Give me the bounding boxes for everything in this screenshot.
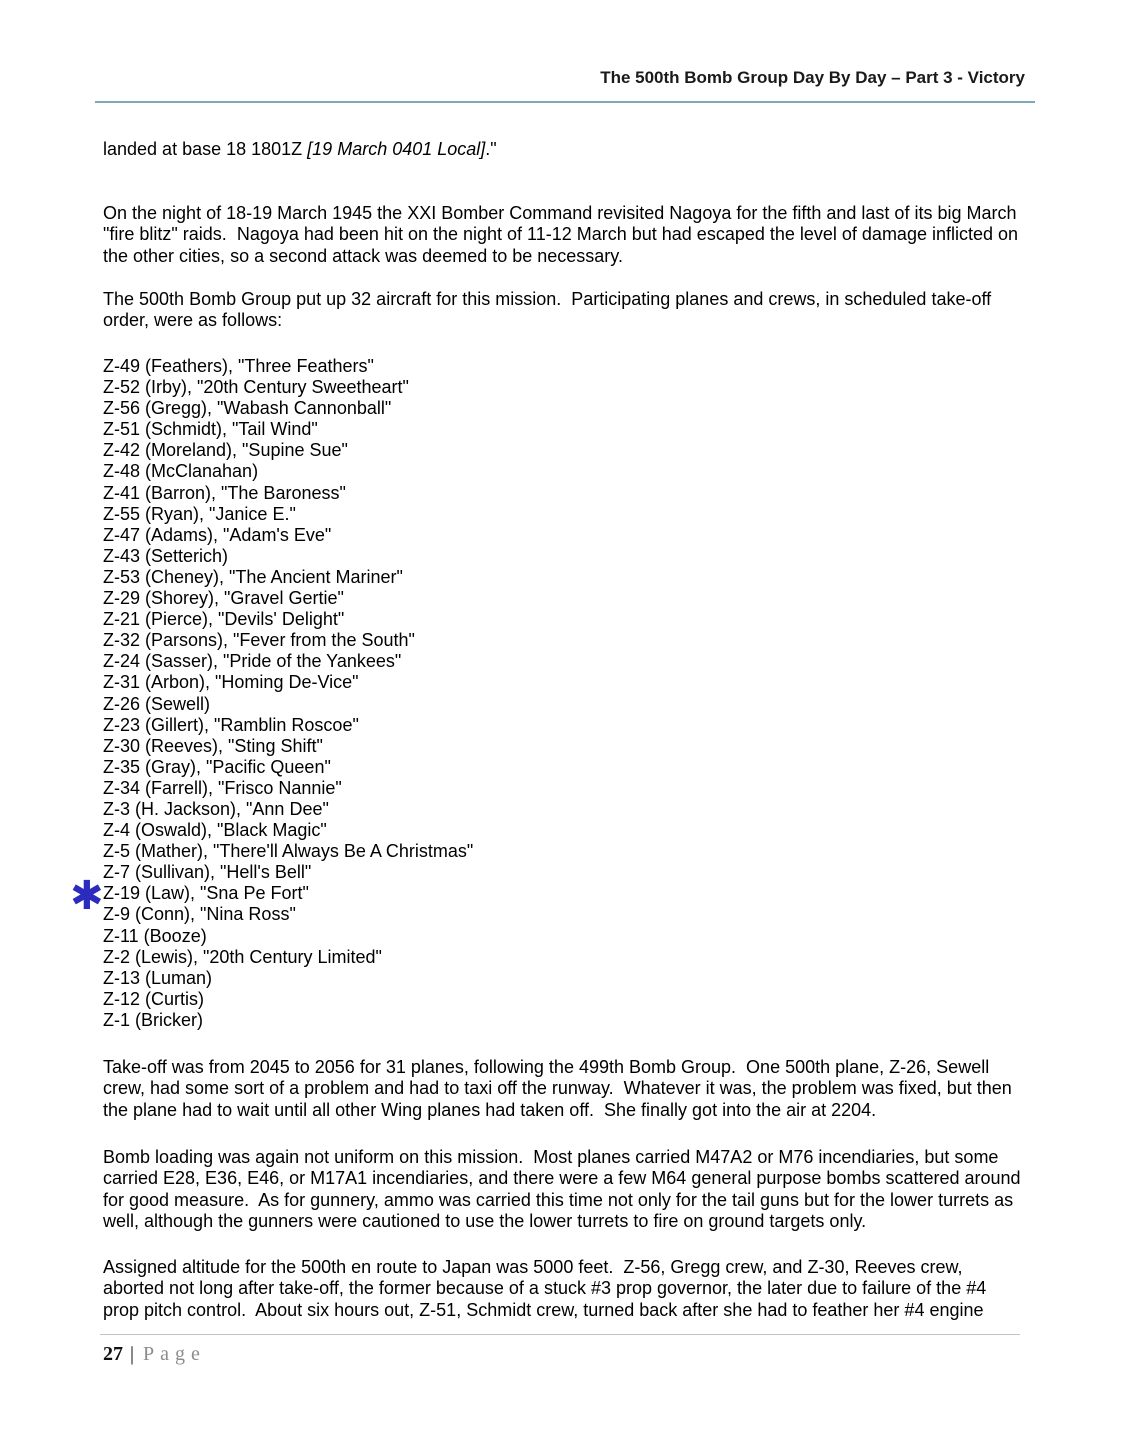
- roster-line: [103, 947, 1023, 968]
- roster-line: [103, 630, 1023, 651]
- page-footer: [103, 1341, 206, 1367]
- roster-text: Z-7 (Sullivan), "Hell's Bell": [103, 862, 312, 883]
- roster-line: [103, 736, 1023, 757]
- paragraph-mission-intro: The 500th Bomb Group put up 32 aircraft for this mission. Participating planes and crews, in scheduled take-off order, were as follows:: [103, 289, 997, 331]
- header-rule: [95, 101, 1035, 103]
- roster-line: [103, 862, 1023, 883]
- roster-text: Z-31 (Arbon), "Homing De-Vice": [103, 672, 359, 693]
- roster-text: Z-30 (Reeves), "Sting Shift": [103, 735, 323, 756]
- roster-text: Z-12 (Curtis): [103, 988, 205, 1009]
- roster-text: Z-9 (Conn), "Nina Ross": [103, 904, 296, 925]
- roster-text: Z-48 (McClanahan): [103, 461, 259, 482]
- roster-text: Z-32 (Parsons), "Fever from the South": [103, 630, 415, 651]
- roster-text: Z-53 (Cheney), "The Ancient Mariner": [103, 566, 403, 587]
- roster-line: [103, 968, 1023, 989]
- roster-line: [103, 483, 1023, 504]
- roster-text: Z-23 (Gillert), "Ramblin Roscoe": [103, 714, 359, 735]
- roster-text: Z-11 (Booze): [103, 925, 207, 946]
- roster-line: [103, 461, 1023, 482]
- roster-text: Z-29 (Shorey), "Gravel Gertie": [103, 588, 344, 609]
- paragraph-nagoya-raid: On the night of 18-19 March 1945 the XXI Bomber Command revisited Nagoya for the fifth and last of its big March "fire blitz" raids. Nagoya had been hit on the night of 11-12 March but had escaped the level of damage inflicted on the other cities, so a second attack was deemed to be necessary.: [103, 203, 1024, 266]
- roster-line: [103, 419, 1023, 440]
- roster-line: [103, 1010, 1023, 1031]
- roster-line: [103, 820, 1023, 841]
- roster-line: [103, 398, 1023, 419]
- roster-text: Z-52 (Irby), "20th Century Sweetheart": [103, 377, 409, 398]
- roster-line: [103, 715, 1023, 736]
- roster-text: Z-35 (Gray), "Pacific Queen": [103, 756, 331, 777]
- carryover-prefix: landed at base 18 1801Z: [103, 139, 308, 159]
- roster-text: Z-24 (Sasser), "Pride of the Yankees": [103, 651, 402, 672]
- paragraph-bomb-loading: Bomb loading was again not uniform on this mission. Most planes carried M47A2 or M76 incendiaries, but some carried E28, E36, E46, or M17A1 incendiaries, and there were a few M64 general purpose bombs scattered around for good measure. As for gunnery, ammo was carried this time not only for the tail guns but for the lower turrets as well, although the gunners were cautioned to use the lower turrets to fire on ground targets only.: [103, 1147, 1026, 1232]
- roster-line: [103, 377, 1023, 398]
- roster-text: Z-47 (Adams), "Adam's Eve": [103, 524, 332, 545]
- roster-line: [103, 904, 1023, 925]
- roster-text: Z-2 (Lewis), "20th Century Limited": [103, 946, 382, 967]
- roster-text: Z-42 (Moreland), "Supine Sue": [103, 440, 348, 461]
- paragraph-takeoff: Take-off was from 2045 to 2056 for 31 planes, following the 499th Bomb Group. One 500th plane, Z-26, Sewell crew, had some sort of a problem and had to taxi off the runway. Whatever it was, the problem was fixed, but then the plane had to wait until all other Wing planes had taken off. She finally got into the air at 2204.: [103, 1057, 1017, 1120]
- roster-line: [103, 588, 1023, 609]
- roster-text: Z-3 (H. Jackson), "Ann Dee": [103, 798, 329, 819]
- roster-line: [103, 757, 1023, 778]
- roster-text: Z-34 (Farrell), "Frisco Nannie": [103, 777, 342, 798]
- footer-separator: |: [130, 1343, 135, 1365]
- roster-text: Z-5 (Mather), "There'll Always Be A Christmas": [103, 841, 474, 862]
- roster-line: [103, 609, 1023, 630]
- roster-text: Z-41 (Barron), "The Baroness": [103, 482, 346, 503]
- roster-text: Z-49 (Feathers), "Three Feathers": [103, 356, 374, 376]
- roster-text: Z-55 (Ryan), "Janice E.": [103, 503, 296, 524]
- page-header: [600, 67, 1025, 88]
- roster-line: [103, 440, 1023, 461]
- roster-text: Z-56 (Gregg), "Wabash Cannonball": [103, 398, 392, 419]
- roster-text: Z-43 (Setterich): [103, 545, 229, 566]
- footer-rule: [100, 1334, 1020, 1335]
- roster-text: Z-13 (Luman): [103, 967, 213, 988]
- roster-line: [103, 778, 1023, 799]
- roster-text: Z-4 (Oswald), "Black Magic": [103, 820, 327, 841]
- roster-line: [103, 694, 1023, 715]
- page-number: 27: [103, 1343, 123, 1365]
- roster-text: Z-1 (Bricker): [103, 1009, 203, 1030]
- roster-line: [103, 672, 1023, 693]
- roster-text: Z-51 (Schmidt), "Tail Wind": [103, 419, 318, 440]
- roster-line: [103, 841, 1023, 862]
- roster-line: [103, 525, 1023, 546]
- roster-line: [103, 546, 1023, 567]
- carryover-suffix: .": [485, 139, 497, 159]
- roster-text: Z-19 (Law), "Sna Pe Fort": [103, 883, 309, 904]
- roster-text: Z-21 (Pierce), "Devils' Delight": [103, 609, 345, 630]
- roster-line: [103, 926, 1023, 947]
- asterisk-marker-icon: ✱: [70, 873, 104, 920]
- roster-line: [103, 651, 1023, 672]
- roster-line: [103, 989, 1023, 1010]
- roster-line: [103, 799, 1023, 820]
- roster-line: [103, 356, 1023, 377]
- roster-text: Z-26 (Sewell): [103, 693, 211, 714]
- carryover-line: [103, 139, 1023, 160]
- header-title: The 500th Bomb Group Day By Day – Part 3 - Victory: [600, 68, 1025, 87]
- roster-line: [103, 567, 1023, 588]
- footer-page-word: Page: [143, 1343, 206, 1365]
- carryover-italic-time: [19 March 0401 Local]: [307, 139, 486, 159]
- roster-line: [103, 504, 1023, 525]
- aircraft-roster: [70, 356, 1023, 1031]
- paragraph-assigned-altitude: Assigned altitude for the 500th en route to Japan was 5000 feet. Z-56, Gregg crew, and Z-30, Reeves crew, aborted not long after take-off, the former because of a stuck #3 prop governor, the later due to failure of the #4 prop pitch control. About six hours out, Z-51, Schmidt crew, turned back after she had to feather her #4 engine: [103, 1257, 992, 1320]
